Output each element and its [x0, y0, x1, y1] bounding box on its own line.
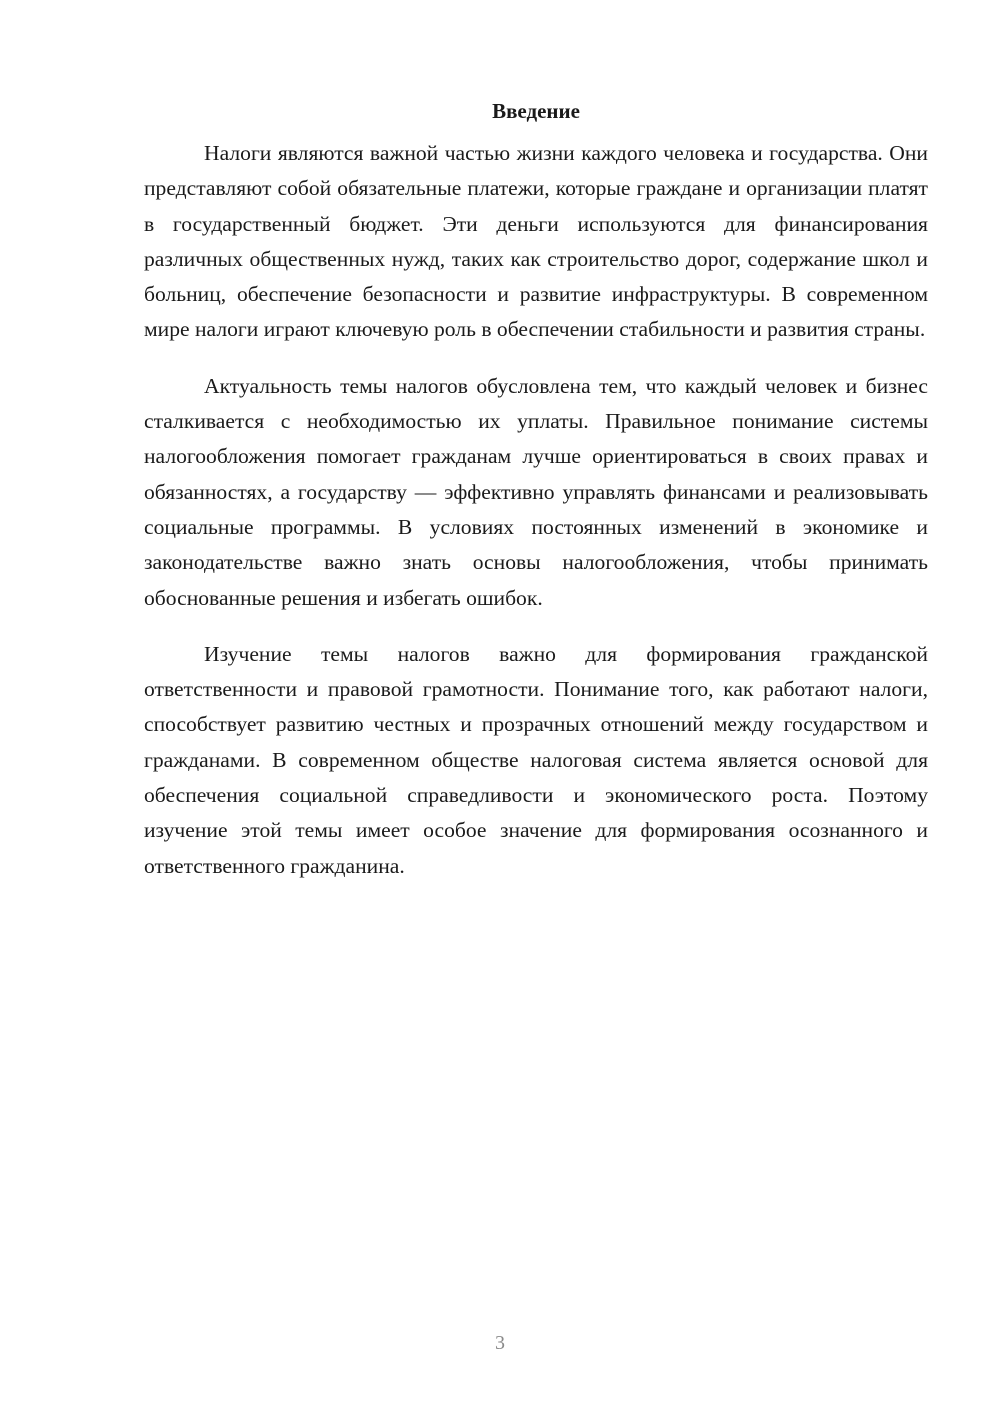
section-heading: Введение	[492, 99, 580, 123]
page-content	[144, 96, 928, 905]
page-number: 3	[495, 1332, 505, 1354]
paragraph-3: Изучение темы налогов важно для формирования гражданской ответственности и правовой грамотности. Понимание того, как работают налоги, способствует развитию честных и прозрачных отношений между государством и гражданами. В современном обществе налоговая система является основой для обеспечения социальной справедливости и экономического роста. Поэтому изучение этой темы имеет особое значение для формирования осознанного и ответственного гражданина.	[144, 641, 928, 878]
paragraph-2: Актуальность темы налогов обусловлена тем, что каждый человек и бизнес сталкивается с необходимостью их уплаты. Правильное понимание системы налогообложения помогает гражданам лучше ориентироваться в своих правах и обязанностях, а государству — эффективно управлять финансами и реализовывать социальные программы. В условиях постоянных изменений в экономике и законодательстве важно знать основы налогообложения, чтобы принимать обоснованные решения и избегать ошибок.	[144, 373, 928, 610]
paragraph-1: Налоги являются важной частью жизни каждого человека и государства. Они представляют собой обязательные платежи, которые граждане и организации платят в государственный бюджет. Эти деньги используются для финансирования различных общественных нужд, таких как строительство дорог, содержание школ и больниц, обеспечение безопасности и развитие инфраструктуры. В современном мире налоги играют ключевую роль в обеспечении стабильности и развития страны.	[144, 141, 928, 342]
